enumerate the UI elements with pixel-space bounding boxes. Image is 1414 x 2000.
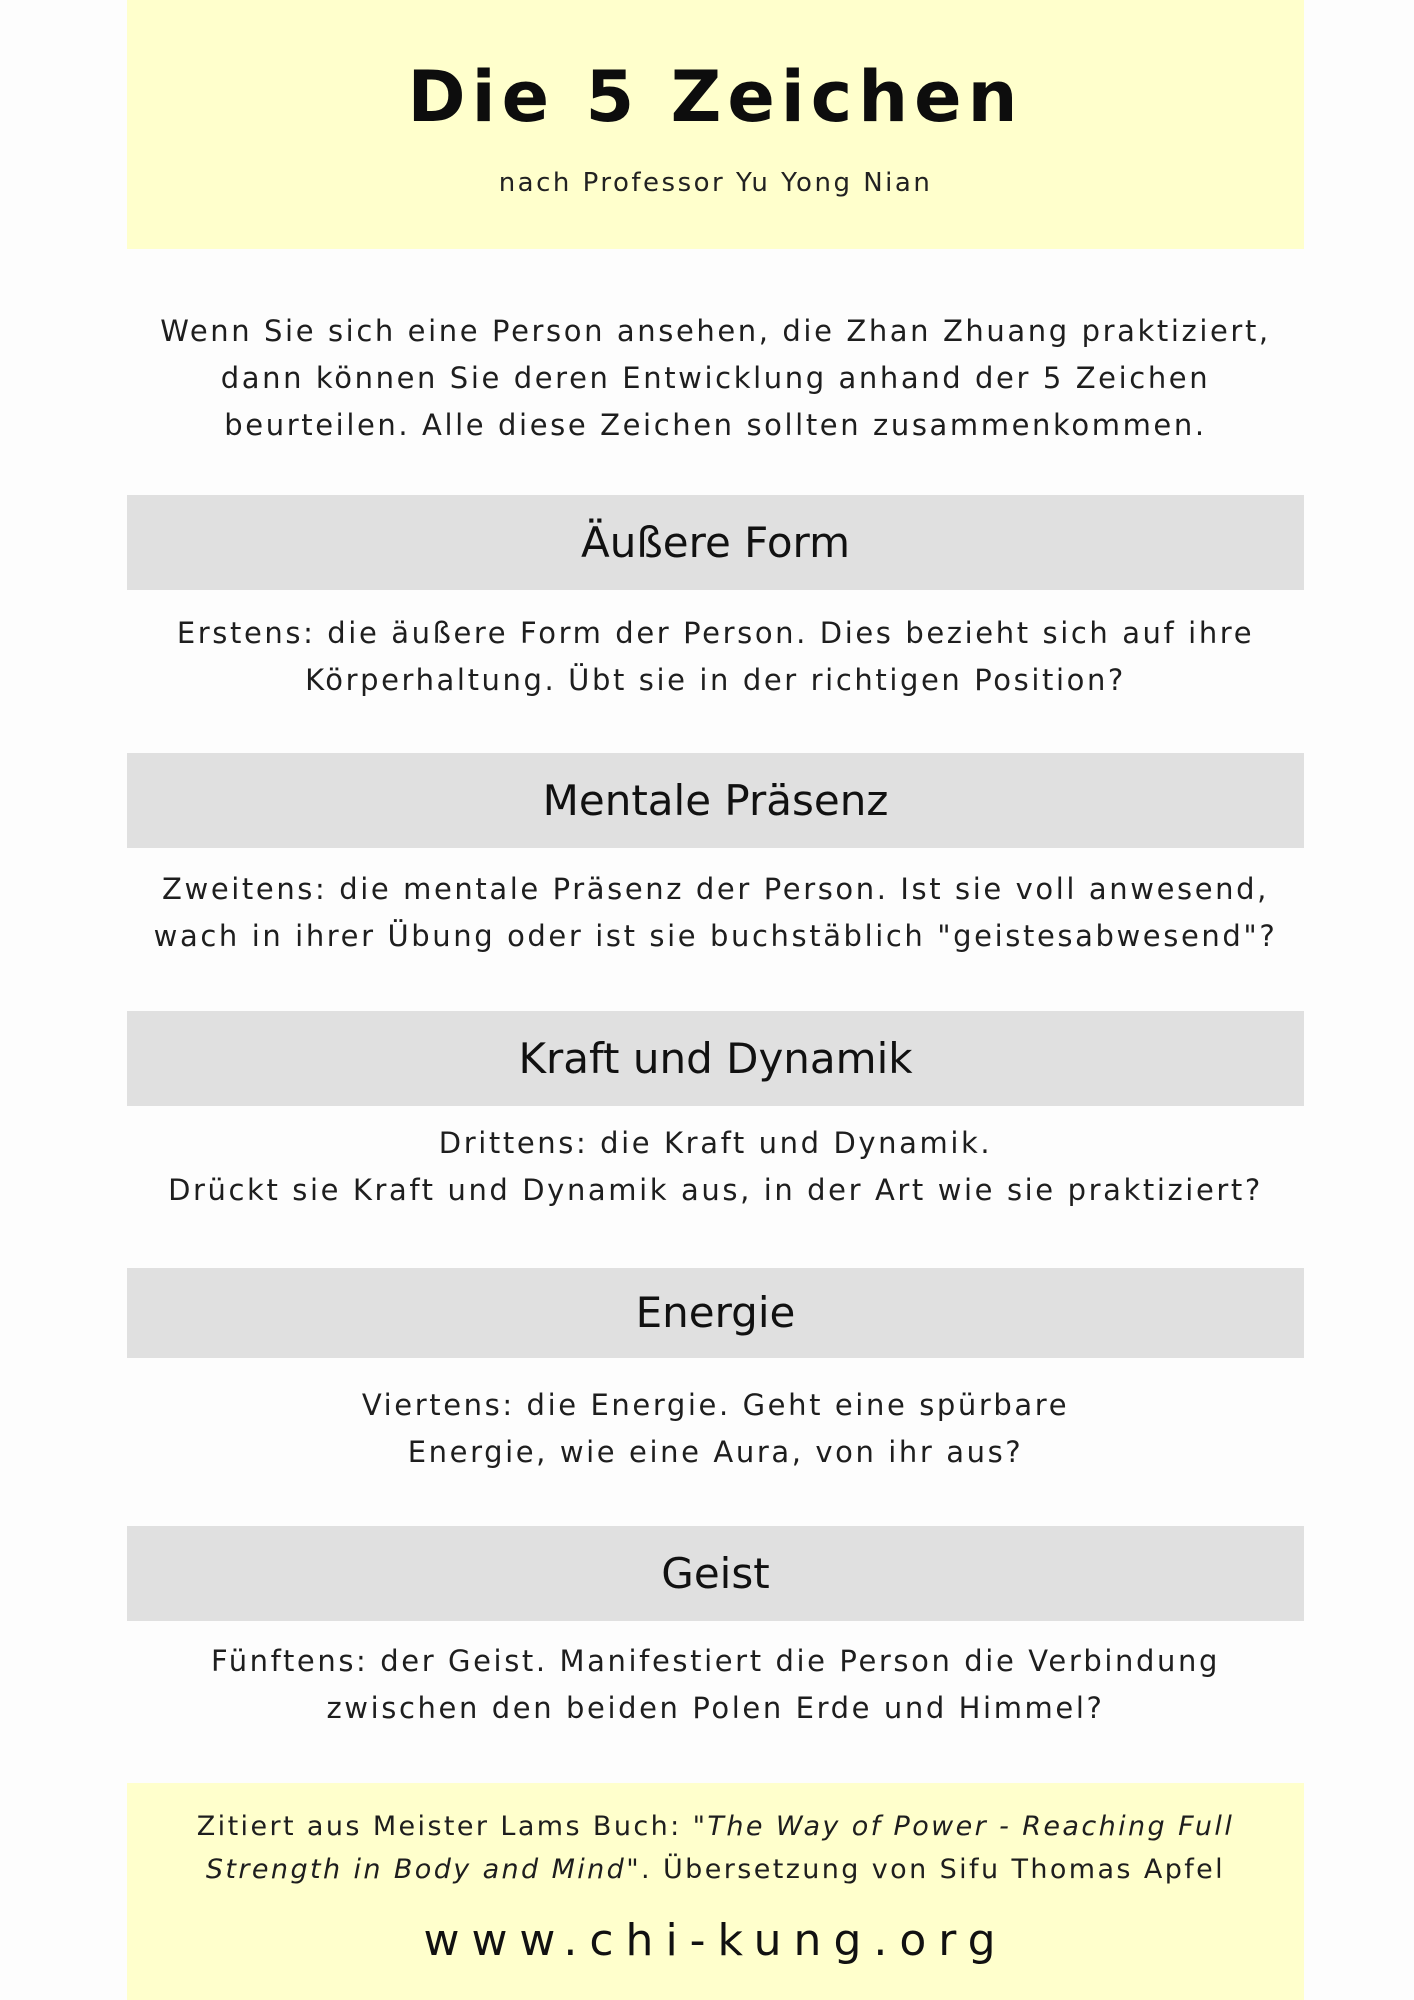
citation-line [127,1805,1304,1848]
section-line: Körperhaltung. Übt sie in der richtigen Position? [305,663,1126,697]
section-heading-bar [127,495,1304,590]
section-text-kraft-und-dynamik [127,1120,1304,1214]
header-banner [127,0,1304,249]
page-subtitle: nach Professor Yu Yong Nian [498,168,933,198]
section-line: zwischen den beiden Polen Erde und Himmel? [326,1691,1105,1725]
book-title-part2: Strength in Body and Mind" [205,1854,642,1885]
section-title-kraft-und-dynamik: Kraft und Dynamik [518,1034,913,1083]
intro-line: beurteilen. Alle diese Zeichen sollten zusammenkommen. [224,408,1207,442]
section-title-energie: Energie [635,1288,796,1337]
section-line: wach in ihrer Übung oder ist sie buchstäblich "geistesabwesend"? [153,919,1278,953]
citation [127,1805,1304,1891]
document-page [127,0,1304,2000]
section-line: Fünftens: der Geist. Manifestiert die Person die Verbindung [211,1644,1220,1678]
section-heading-bar [127,1526,1304,1621]
intro-paragraph [127,308,1304,449]
intro-line: dann können Sie deren Entwicklung anhand der 5 Zeichen [220,361,1211,395]
citation-prefix: Zitiert aus Meister Lams Buch: [196,1811,693,1842]
section-line: Energie, wie eine Aura, von ihr aus? [407,1435,1024,1469]
section-title-geist: Geist [661,1549,770,1598]
section-text-aeussere-form [127,610,1304,704]
citation-line [127,1848,1304,1891]
translator-credit: . Übersetzung von Sifu Thomas Apfel [641,1854,1226,1885]
page-title: Die 5 Zeichen [407,56,1024,138]
book-title-part1: "The Way of Power - Reaching Full [692,1811,1235,1842]
section-text-energie [127,1382,1304,1476]
section-text-geist [127,1638,1304,1732]
footer-banner [127,1783,1304,2000]
section-heading-bar [127,753,1304,848]
intro-line: Wenn Sie sich eine Person ansehen, die Zhan Zhuang praktiziert, [160,314,1271,348]
section-line: Erstens: die äußere Form der Person. Dies bezieht sich auf ihre [176,616,1255,650]
website-url: www.chi-kung.org [423,1915,1008,1966]
section-title-aeussere-form: Äußere Form [581,518,850,567]
section-heading-bar [127,1011,1304,1106]
section-line: Viertens: die Energie. Geht eine spürbare [361,1388,1070,1422]
section-title-mentale-praesenz: Mentale Präsenz [542,776,889,825]
section-line: Drittens: die Kraft und Dynamik. [438,1126,993,1160]
section-heading-bar [127,1268,1304,1358]
section-text-mentale-praesenz [127,866,1304,960]
section-line: Zweitens: die mentale Präsenz der Person. Ist sie voll anwesend, [162,872,1269,906]
section-line: Drückt sie Kraft und Dynamik aus, in der Art wie sie praktiziert? [168,1173,1263,1207]
